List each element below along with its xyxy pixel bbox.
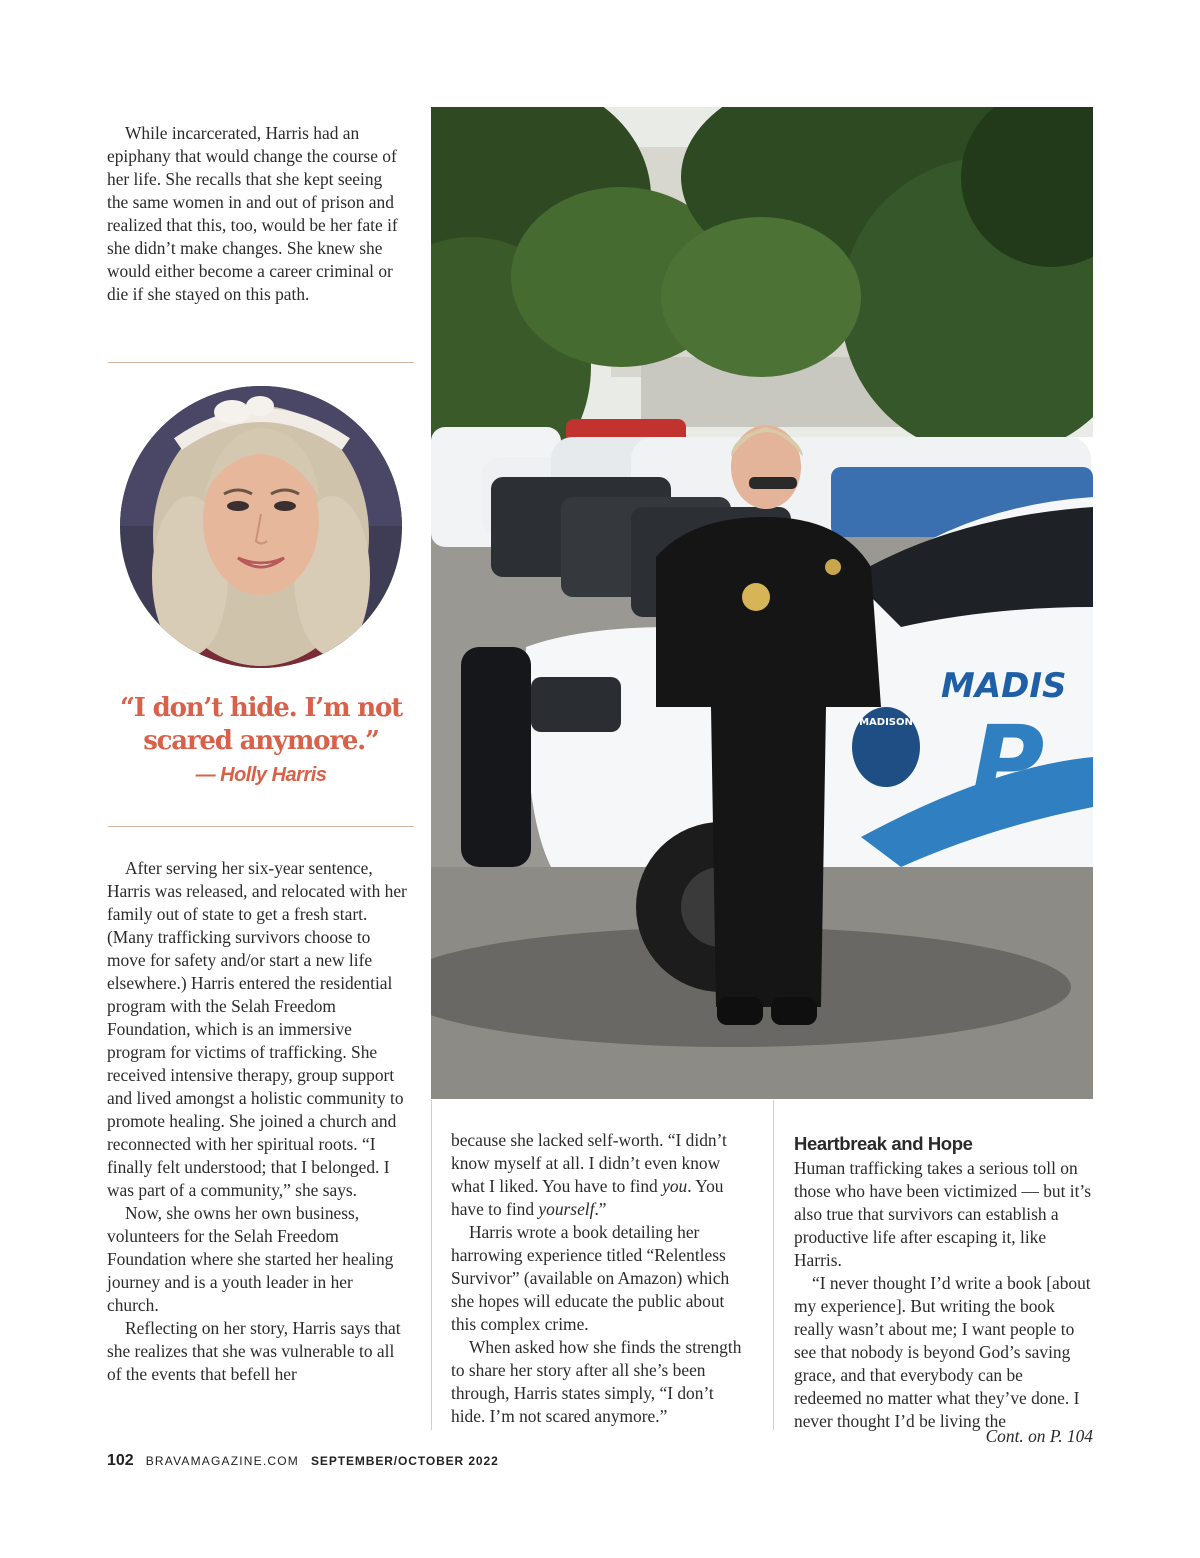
right-column bbox=[794, 1132, 1094, 1433]
pull-quote bbox=[108, 692, 414, 788]
body-paragraph: Human trafficking takes a serious toll on those who have been victimized — but it’s also true that survivors can establish a productive life after escaping it, like Harris. bbox=[794, 1158, 1092, 1270]
left-column-top bbox=[107, 122, 407, 306]
body-paragraph: because she lacked self-worth. “I didn’t know myself at all. I didn’t even know what I liked. You have to find you. You have to find yourself.” bbox=[451, 1130, 727, 1219]
section-heading: Heartbreak and Hope bbox=[794, 1133, 973, 1154]
pull-quote-text: “I don’t hide. I’m not scared anymore.” bbox=[120, 693, 402, 756]
body-paragraph: When asked how she finds the strength to share her story after all she’s been through, Harris states simply, “I don’t hide. I’m not scared anymore.” bbox=[451, 1337, 742, 1426]
left-column-bottom bbox=[107, 857, 407, 1386]
main-photo bbox=[431, 107, 1093, 1099]
footer-site: BRAVAMAGAZINE.COM bbox=[145, 1454, 300, 1468]
divider-bottom bbox=[108, 826, 414, 827]
door-lettering: P bbox=[971, 704, 1045, 821]
page-number: 102 bbox=[107, 1452, 134, 1469]
divider-top bbox=[108, 362, 414, 363]
body-paragraph: After serving her six-year sentence, Harris was released, and relocated with her family out of state to get a fresh start. (Many trafficking survivors choose to move for safety and/or start a new life elsewhere.) Harris entered the residential program with the Selah Freedom Foundation, which is an immersive program for victims of trafficking. She received intensive therapy, group support and lived amongst a holistic community to promote healing. She joined a church and reconnected with her spiritual roots. “I finally felt understood; that I belonged. I was part of a community,” she says. bbox=[107, 858, 407, 1200]
body-paragraph: “I never thought I’d write a book [about my experience]. But writing the book really wasn’t about me; I want people to see that nobody is beyond God’s saving grace, and that everybody can be redeemed no matter what they’ve done. I never thought I’d be living the bbox=[794, 1273, 1091, 1431]
continued-note: Cont. on P. 104 bbox=[985, 1426, 1093, 1446]
middle-column bbox=[451, 1129, 751, 1428]
vehicle-lettering: MADIS bbox=[941, 666, 1067, 706]
body-paragraph: Now, she owns her own business, volunteers for the Selah Freedom Foundation where she started her healing journey and is a youth leader in her church. bbox=[107, 1203, 394, 1315]
door-badge-text: MADISON bbox=[859, 717, 913, 728]
column-rule bbox=[773, 1100, 774, 1430]
body-paragraph: Harris wrote a book detailing her harrowing experience titled “Relentless Survivor” (available on Amazon) which she hopes will educate the public about this complex crime. bbox=[451, 1222, 730, 1334]
footer-issue: SEPTEMBER/OCTOBER 2022 bbox=[311, 1454, 499, 1468]
page-footer bbox=[107, 1452, 499, 1470]
column-rule bbox=[431, 1100, 432, 1430]
body-paragraph: While incarcerated, Harris had an epiphany that would change the course of her life. She recalls that she kept seeing the same women in and out of prison and realized that this, too, would be her fate if she didn’t make changes. She knew she would either become a career criminal or die if she stayed on this path. bbox=[107, 123, 398, 304]
pull-quote-attribution: — Holly Harris bbox=[195, 764, 327, 786]
body-paragraph: Reflecting on her story, Harris says that she realizes that she was vulnerable to all of the events that befell her bbox=[107, 1318, 401, 1384]
portrait-photo bbox=[120, 386, 402, 668]
